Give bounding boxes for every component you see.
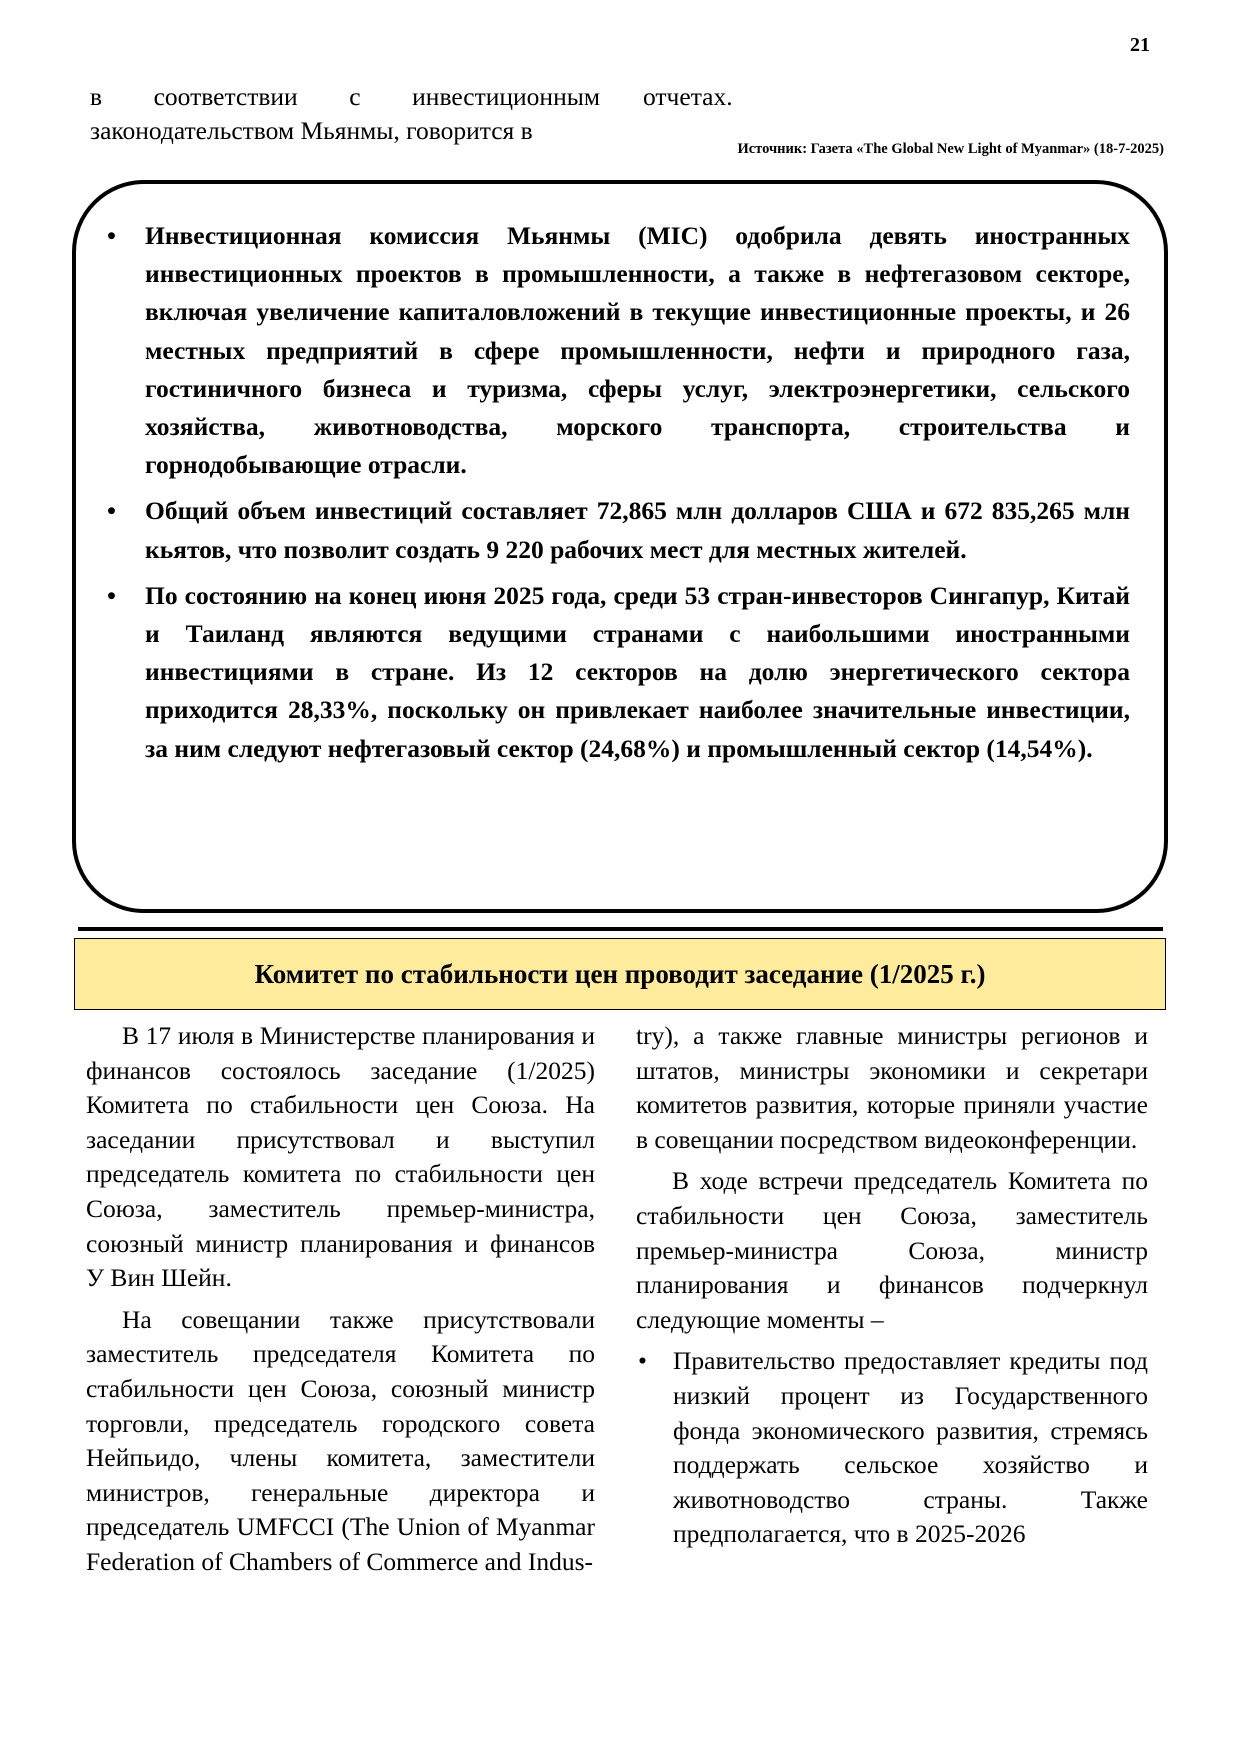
- article-paragraph: В 17 июля в Министерстве планирования и финансов состоялось заседание (1/2025) Комитета по стабильности цен Союза. На заседании присутствовал и выступил председатель комитета по стабильности цен Союза, заместитель премьер-министра, союзный министр планирования и финансов У Вин Шейн.: [86, 1021, 595, 1293]
- summary-bullet-text: По состоянию на конец июня 2025 года, среди 53 стран-инвесторов Сингапур, Китай и Таиланд являются ведущими странами с наибольшими иностранными инвестициями в стране. Из 12 секторов на долю энергетического сектора приходится 28,33%, поскольку он привлекает наиболее значительные инвестиции, за ним следуют нефтегазовый сектор (24,68%) и промышленный сектор (14,54%).: [145, 580, 1130, 763]
- summary-bullet: [107, 492, 1130, 568]
- bullet-icon: •: [107, 580, 116, 610]
- intro-left-line1: в соответствии с инвестиционным: [90, 82, 600, 111]
- intro-right-text: отчетах.: [643, 82, 733, 111]
- bullet-icon: •: [107, 221, 116, 250]
- intro-left-line2: законодательством Мьянмы, говорится в: [90, 116, 533, 145]
- intro-left-text: [90, 80, 600, 148]
- section-divider: [78, 927, 1163, 931]
- article-paragraph: В ходе встречи председатель Комитета по стабильности цен Союза, заместитель премьер-министра Союза, министр планирования и финансов подчеркнул следующие моменты –: [636, 1166, 1148, 1334]
- page-number: 21: [1130, 34, 1150, 56]
- summary-bullet: [107, 217, 1130, 484]
- article-bullet-text: Правительство предоставляет кредиты под низкий процент из Государственного фонда экономического развития, стремясь поддержать сельское хозяйство и животноводство страны. Также предполагается, что в 2025-2026: [673, 1346, 1148, 1549]
- bullet-icon: •: [107, 496, 116, 526]
- source-citation: Источник: Газета «The Global New Light of Myanmar» (18-7-2025): [737, 141, 1164, 157]
- article-column-right: [636, 1019, 1148, 1552]
- summary-list: [107, 217, 1130, 776]
- article-paragraph: try), а также главные министры регионов и штатов, министры экономики и секретари комитетов развития, которые приняли участие в совещании посредством видеоконференции.: [636, 1021, 1148, 1154]
- article-paragraph: На совещании также присутствовали заместитель председателя Комитета по стабильности цен Союза, союзный министр торговли, председатель городского совета Нейпьидо, члены комитета, заместители министров, генеральные директора и председатель UMFCCI (The Union of Myanmar Federation of Chambers of Commerce and Indus-: [86, 1304, 595, 1576]
- article-headline: Комитет по стабильности цен проводит заседание (1/2025 г.): [74, 938, 1166, 1010]
- article-column-left: [86, 1019, 595, 1587]
- summary-bullet: [107, 577, 1130, 768]
- article-bullet: [636, 1344, 1148, 1552]
- bullet-icon: •: [638, 1346, 647, 1376]
- summary-bullet-text: Инвестиционная комиссия Мьянмы (MIC) одобрила девять иностранных инвестиционных проектов в промышленности, а также в нефтегазовом секторе, включая увеличение капиталовложений в текущие инвестиционные проекты, и 26 местных предприятий в сфере промышленности, нефти и природного газа, гостиничного бизнеса и туризма, сферы услуг, электроэнергетики, сельского хозяйства, животноводства, морского транспорта, строительства и горнодобывающие отрасли.: [145, 221, 1130, 480]
- article-bullet-list: [636, 1344, 1148, 1552]
- summary-bullet-text: Общий объем инвестиций составляет 72,865 млн долларов США и 672 835,265 млн кьятов, что позволит создать 9 220 рабочих мест для местных жителей.: [145, 496, 1130, 564]
